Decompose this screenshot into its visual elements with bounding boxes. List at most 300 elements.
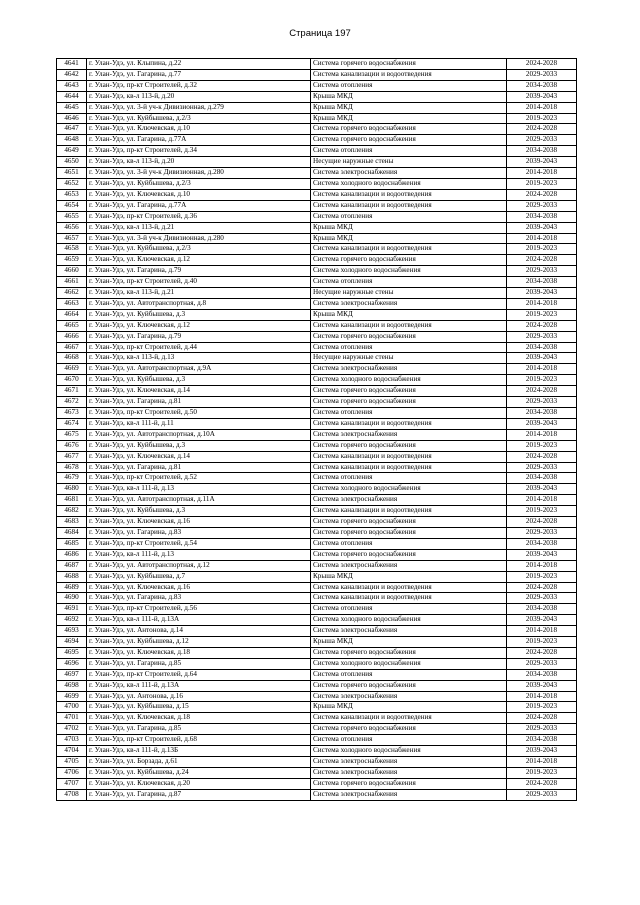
address-cell: г. Улан-Удэ, ул. Ключевская, д.14: [87, 451, 311, 462]
system-cell: Система канализации и водоотведения: [311, 462, 507, 473]
table-row: [57, 647, 577, 658]
system-cell: Система канализации и водоотведения: [311, 582, 507, 593]
system-cell: Система электроснабжения: [311, 168, 507, 179]
address-cell: г. Улан-Удэ, кв-л 111-й, д.13А: [87, 615, 311, 626]
period-cell: 2029-2033: [507, 724, 577, 735]
table-row: [57, 440, 577, 451]
row-number: 4696: [57, 658, 87, 669]
row-number: 4705: [57, 757, 87, 768]
table-row: [57, 408, 577, 419]
period-cell: 2019-2023: [507, 375, 577, 386]
row-number: 4670: [57, 375, 87, 386]
system-cell: Система электроснабжения: [311, 691, 507, 702]
address-cell: г. Улан-Удэ, ул. Куйбышева, д.24: [87, 767, 311, 778]
period-cell: 2024-2028: [507, 124, 577, 135]
row-number: 4643: [57, 80, 87, 91]
row-number: 4656: [57, 222, 87, 233]
row-number: 4679: [57, 473, 87, 484]
period-cell: 2034-2038: [507, 735, 577, 746]
address-cell: г. Улан-Удэ, ул. Куйбышева, д.2/3: [87, 113, 311, 124]
row-number: 4641: [57, 59, 87, 70]
table-row: [57, 713, 577, 724]
address-cell: г. Улан-Удэ, ул. Гагарина, д.77А: [87, 135, 311, 146]
table-row: [57, 680, 577, 691]
table-row: [57, 386, 577, 397]
table-row: [57, 178, 577, 189]
system-cell: Система отопления: [311, 211, 507, 222]
system-cell: Система электроснабжения: [311, 757, 507, 768]
address-cell: г. Улан-Удэ, ул. Куйбышева, д.2/3: [87, 244, 311, 255]
period-cell: 2034-2038: [507, 211, 577, 222]
period-cell: 2039-2043: [507, 746, 577, 757]
system-cell: Система канализации и водоотведения: [311, 189, 507, 200]
period-cell: 2029-2033: [507, 200, 577, 211]
period-cell: 2029-2033: [507, 266, 577, 277]
system-cell: Система горячего водоснабжения: [311, 440, 507, 451]
system-cell: Система горячего водоснабжения: [311, 724, 507, 735]
address-cell: г. Улан-Удэ, пр-кт Строителей, д.40: [87, 277, 311, 288]
address-cell: г. Улан-Удэ, кв-л 111-й, д.13: [87, 549, 311, 560]
system-cell: Система электроснабжения: [311, 560, 507, 571]
system-cell: Несущие наружные стены: [311, 353, 507, 364]
period-cell: 2014-2018: [507, 298, 577, 309]
row-number: 4694: [57, 637, 87, 648]
address-cell: г. Улан-Удэ, кв-л 113-й, д.13: [87, 353, 311, 364]
table-row: [57, 266, 577, 277]
address-cell: г. Улан-Удэ, ул. Ключевская, д.20: [87, 778, 311, 789]
system-cell: Система электроснабжения: [311, 298, 507, 309]
row-number: 4661: [57, 277, 87, 288]
address-cell: г. Улан-Удэ, ул. 3-й уч-к Дивизионная, д.280: [87, 233, 311, 244]
address-cell: г. Улан-Удэ, кв-л 113-й, д.20: [87, 157, 311, 168]
system-cell: Система канализации и водоотведения: [311, 713, 507, 724]
row-number: 4664: [57, 309, 87, 320]
table-row: [57, 135, 577, 146]
row-number: 4682: [57, 506, 87, 517]
address-cell: г. Улан-Удэ, ул. Автотранспортная, д.12: [87, 560, 311, 571]
address-cell: г. Улан-Удэ, ул. Клыпина, д.22: [87, 59, 311, 70]
period-cell: 2039-2043: [507, 418, 577, 429]
table-row: [57, 298, 577, 309]
row-number: 4658: [57, 244, 87, 255]
system-cell: Система отопления: [311, 80, 507, 91]
row-number: 4691: [57, 604, 87, 615]
address-cell: г. Улан-Удэ, пр-кт Строителей, д.36: [87, 211, 311, 222]
table-row: [57, 473, 577, 484]
row-number: 4700: [57, 702, 87, 713]
system-cell: Система горячего водоснабжения: [311, 647, 507, 658]
table-row: [57, 484, 577, 495]
address-cell: г. Улан-Удэ, ул. Ключевская, д.18: [87, 647, 311, 658]
table-row: [57, 669, 577, 680]
period-cell: 2034-2038: [507, 669, 577, 680]
address-cell: г. Улан-Удэ, ул. Ключевская, д.10: [87, 124, 311, 135]
row-number: 4676: [57, 440, 87, 451]
address-cell: г. Улан-Удэ, ул. Гагарина, д.79: [87, 266, 311, 277]
row-number: 4704: [57, 746, 87, 757]
row-number: 4685: [57, 538, 87, 549]
table-row: [57, 626, 577, 637]
period-cell: 2024-2028: [507, 386, 577, 397]
address-cell: г. Улан-Удэ, ул. Автотранспортная, д.8: [87, 298, 311, 309]
row-number: 4674: [57, 418, 87, 429]
row-number: 4687: [57, 560, 87, 571]
address-cell: г. Улан-Удэ, ул. Гагарина, д.81: [87, 397, 311, 408]
table-row: [57, 637, 577, 648]
table-row: [57, 375, 577, 386]
system-cell: Система канализации и водоотведения: [311, 451, 507, 462]
system-cell: Система отопления: [311, 735, 507, 746]
row-number: 4688: [57, 571, 87, 582]
period-cell: 2019-2023: [507, 637, 577, 648]
row-number: 4702: [57, 724, 87, 735]
row-number: 4671: [57, 386, 87, 397]
system-cell: Крыша МКД: [311, 233, 507, 244]
system-cell: Система холодного водоснабжения: [311, 746, 507, 757]
system-cell: Система отопления: [311, 669, 507, 680]
period-cell: 2034-2038: [507, 473, 577, 484]
row-number: 4695: [57, 647, 87, 658]
address-cell: г. Улан-Удэ, ул. 3-й уч-к Дивизионная, д.279: [87, 102, 311, 113]
period-cell: 2029-2033: [507, 135, 577, 146]
period-cell: 2019-2023: [507, 702, 577, 713]
period-cell: 2034-2038: [507, 604, 577, 615]
table-row: [57, 593, 577, 604]
system-cell: Система горячего водоснабжения: [311, 549, 507, 560]
period-cell: 2014-2018: [507, 495, 577, 506]
row-number: 4651: [57, 168, 87, 179]
address-cell: г. Улан-Удэ, кв-л 111-й, д.13А: [87, 680, 311, 691]
period-cell: 2029-2033: [507, 397, 577, 408]
system-cell: Система канализации и водоотведения: [311, 200, 507, 211]
table-row: [57, 517, 577, 528]
address-cell: г. Улан-Удэ, ул. Ключевская, д.12: [87, 320, 311, 331]
row-number: 4665: [57, 320, 87, 331]
system-cell: Система электроснабжения: [311, 495, 507, 506]
address-cell: г. Улан-Удэ, кв-л 111-й, д.13: [87, 484, 311, 495]
table-row: [57, 288, 577, 299]
period-cell: 2034-2038: [507, 408, 577, 419]
period-cell: 2024-2028: [507, 320, 577, 331]
address-cell: г. Улан-Удэ, ул. Автотранспортная, д.11А: [87, 495, 311, 506]
table-row: [57, 69, 577, 80]
row-number: 4708: [57, 789, 87, 800]
period-cell: 2024-2028: [507, 713, 577, 724]
period-cell: 2039-2043: [507, 353, 577, 364]
row-number: 4683: [57, 517, 87, 528]
system-cell: Система горячего водоснабжения: [311, 386, 507, 397]
system-cell: Крыша МКД: [311, 637, 507, 648]
period-cell: 2019-2023: [507, 113, 577, 124]
system-cell: Система холодного водоснабжения: [311, 615, 507, 626]
system-cell: Система холодного водоснабжения: [311, 266, 507, 277]
system-cell: Несущие наружные стены: [311, 157, 507, 168]
period-cell: 2024-2028: [507, 517, 577, 528]
address-cell: г. Улан-Удэ, ул. Куйбышева, д.12: [87, 637, 311, 648]
table-row: [57, 277, 577, 288]
row-number: 4653: [57, 189, 87, 200]
row-number: 4657: [57, 233, 87, 244]
row-number: 4684: [57, 527, 87, 538]
system-cell: Система горячего водоснабжения: [311, 680, 507, 691]
address-cell: г. Улан-Удэ, пр-кт Строителей, д.56: [87, 604, 311, 615]
row-number: 4697: [57, 669, 87, 680]
system-cell: Система холодного водоснабжения: [311, 484, 507, 495]
row-number: 4668: [57, 353, 87, 364]
row-number: 4646: [57, 113, 87, 124]
period-cell: 2024-2028: [507, 647, 577, 658]
address-cell: г. Улан-Удэ, ул. Гагарина, д.83: [87, 593, 311, 604]
row-number: 4648: [57, 135, 87, 146]
address-cell: г. Улан-Удэ, кв-л 111-й, д.13Б: [87, 746, 311, 757]
address-cell: г. Улан-Удэ, пр-кт Строителей, д.50: [87, 408, 311, 419]
address-cell: г. Улан-Удэ, ул. Гагарина, д.85: [87, 724, 311, 735]
address-cell: г. Улан-Удэ, ул. Ключевская, д.14: [87, 386, 311, 397]
address-cell: г. Улан-Удэ, ул. Куйбышева, д.2/3: [87, 178, 311, 189]
table-row: [57, 353, 577, 364]
system-cell: Система канализации и водоотведения: [311, 244, 507, 255]
address-cell: г. Улан-Удэ, ул. Куйбышева, д.15: [87, 702, 311, 713]
address-cell: г. Улан-Удэ, ул. Антонова, д.14: [87, 626, 311, 637]
period-cell: 2019-2023: [507, 506, 577, 517]
address-cell: г. Улан-Удэ, ул. Ключевская, д.12: [87, 255, 311, 266]
period-cell: 2024-2028: [507, 59, 577, 70]
system-cell: Система канализации и водоотведения: [311, 593, 507, 604]
address-cell: г. Улан-Удэ, ул. Гагарина, д.77А: [87, 200, 311, 211]
address-cell: г. Улан-Удэ, ул. Автотранспортная, д.10А: [87, 429, 311, 440]
page-title: Страница 197: [289, 28, 351, 39]
table-row: [57, 320, 577, 331]
row-number: 4650: [57, 157, 87, 168]
registry-table: [56, 58, 577, 801]
system-cell: Система электроснабжения: [311, 364, 507, 375]
period-cell: 2029-2033: [507, 527, 577, 538]
table-row: [57, 80, 577, 91]
table-row: [57, 102, 577, 113]
address-cell: г. Улан-Удэ, ул. Куйбышева, д.3: [87, 506, 311, 517]
row-number: 4672: [57, 397, 87, 408]
address-cell: г. Улан-Удэ, ул. Ключевская, д.16: [87, 582, 311, 593]
address-cell: г. Улан-Удэ, пр-кт Строителей, д.34: [87, 146, 311, 157]
table-row: [57, 309, 577, 320]
address-cell: г. Улан-Удэ, ул. Борзада, д.61: [87, 757, 311, 768]
period-cell: 2019-2023: [507, 244, 577, 255]
address-cell: г. Улан-Удэ, кв-л 113-й, д.21: [87, 222, 311, 233]
table-row: [57, 746, 577, 757]
table-row: [57, 724, 577, 735]
table-row: [57, 767, 577, 778]
address-cell: г. Улан-Удэ, ул. Ключевская, д.18: [87, 713, 311, 724]
period-cell: 2014-2018: [507, 691, 577, 702]
table-row: [57, 691, 577, 702]
row-number: 4699: [57, 691, 87, 702]
table-row: [57, 418, 577, 429]
row-number: 4701: [57, 713, 87, 724]
period-cell: 2019-2023: [507, 571, 577, 582]
period-cell: 2039-2043: [507, 680, 577, 691]
table-row: [57, 168, 577, 179]
period-cell: 2029-2033: [507, 331, 577, 342]
table-row: [57, 397, 577, 408]
system-cell: Крыша МКД: [311, 309, 507, 320]
period-cell: 2014-2018: [507, 102, 577, 113]
address-cell: г. Улан-Удэ, ул. Гагарина, д.85: [87, 658, 311, 669]
address-cell: г. Улан-Удэ, пр-кт Строителей, д.54: [87, 538, 311, 549]
system-cell: Система горячего водоснабжения: [311, 778, 507, 789]
system-cell: Несущие наружные стены: [311, 288, 507, 299]
system-cell: Система электроснабжения: [311, 429, 507, 440]
row-number: 4693: [57, 626, 87, 637]
address-cell: г. Улан-Удэ, пр-кт Строителей, д.52: [87, 473, 311, 484]
row-number: 4681: [57, 495, 87, 506]
system-cell: Система канализации и водоотведения: [311, 418, 507, 429]
system-cell: Система отопления: [311, 408, 507, 419]
period-cell: 2034-2038: [507, 277, 577, 288]
period-cell: 2039-2043: [507, 157, 577, 168]
period-cell: 2019-2023: [507, 178, 577, 189]
period-cell: 2014-2018: [507, 626, 577, 637]
row-number: 4659: [57, 255, 87, 266]
address-cell: г. Улан-Удэ, ул. Гагарина, д.81: [87, 462, 311, 473]
address-cell: г. Улан-Удэ, пр-кт Строителей, д.44: [87, 342, 311, 353]
table-row: [57, 615, 577, 626]
period-cell: 2019-2023: [507, 309, 577, 320]
address-cell: г. Улан-Удэ, ул. Куйбышева, д.7: [87, 571, 311, 582]
period-cell: 2034-2038: [507, 342, 577, 353]
period-cell: 2014-2018: [507, 560, 577, 571]
system-cell: Крыша МКД: [311, 102, 507, 113]
row-number: 4662: [57, 288, 87, 299]
table-row: [57, 146, 577, 157]
period-cell: 2014-2018: [507, 168, 577, 179]
row-number: 4642: [57, 69, 87, 80]
address-cell: г. Улан-Удэ, ул. Куйбышева, д.3: [87, 375, 311, 386]
address-cell: г. Улан-Удэ, ул. Гагарина, д.79: [87, 331, 311, 342]
system-cell: Система горячего водоснабжения: [311, 331, 507, 342]
period-cell: 2039-2043: [507, 549, 577, 560]
period-cell: 2029-2033: [507, 462, 577, 473]
table-row: [57, 571, 577, 582]
system-cell: Система канализации и водоотведения: [311, 69, 507, 80]
table-row: [57, 789, 577, 800]
period-cell: 2024-2028: [507, 582, 577, 593]
table-row: [57, 429, 577, 440]
table-row: [57, 200, 577, 211]
address-cell: г. Улан-Удэ, кв-л 111-й, д.11: [87, 418, 311, 429]
period-cell: 2014-2018: [507, 233, 577, 244]
period-cell: 2029-2033: [507, 789, 577, 800]
address-cell: г. Улан-Удэ, пр-кт Строителей, д.32: [87, 80, 311, 91]
table-row: [57, 506, 577, 517]
row-number: 4673: [57, 408, 87, 419]
row-number: 4652: [57, 178, 87, 189]
row-number: 4654: [57, 200, 87, 211]
row-number: 4686: [57, 549, 87, 560]
period-cell: 2034-2038: [507, 146, 577, 157]
period-cell: 2019-2023: [507, 767, 577, 778]
row-number: 4707: [57, 778, 87, 789]
table-row: [57, 702, 577, 713]
table-row: [57, 222, 577, 233]
system-cell: Система горячего водоснабжения: [311, 527, 507, 538]
address-cell: г. Улан-Удэ, пр-кт Строителей, д.68: [87, 735, 311, 746]
table-row: [57, 735, 577, 746]
table-row: [57, 124, 577, 135]
row-number: 4667: [57, 342, 87, 353]
row-number: 4647: [57, 124, 87, 135]
table-row: [57, 233, 577, 244]
system-cell: Система горячего водоснабжения: [311, 517, 507, 528]
table-row: [57, 157, 577, 168]
registry-rows: [57, 59, 577, 801]
table-row: [57, 538, 577, 549]
table-row: [57, 113, 577, 124]
address-cell: г. Улан-Удэ, ул. Куйбышева, д.3: [87, 309, 311, 320]
address-cell: г. Улан-Удэ, ул. Ключевская, д.16: [87, 517, 311, 528]
system-cell: Система отопления: [311, 473, 507, 484]
table-row: [57, 604, 577, 615]
table-row: [57, 495, 577, 506]
system-cell: Крыша МКД: [311, 702, 507, 713]
system-cell: Система канализации и водоотведения: [311, 506, 507, 517]
row-number: 4669: [57, 364, 87, 375]
period-cell: 2024-2028: [507, 778, 577, 789]
row-number: 4703: [57, 735, 87, 746]
system-cell: Система горячего водоснабжения: [311, 124, 507, 135]
row-number: 4644: [57, 91, 87, 102]
period-cell: 2029-2033: [507, 69, 577, 80]
system-cell: Система отопления: [311, 146, 507, 157]
row-number: 4675: [57, 429, 87, 440]
row-number: 4645: [57, 102, 87, 113]
system-cell: Крыша МКД: [311, 571, 507, 582]
row-number: 4692: [57, 615, 87, 626]
table-row: [57, 527, 577, 538]
system-cell: Система холодного водоснабжения: [311, 375, 507, 386]
address-cell: г. Улан-Удэ, ул. Гагарина, д.77: [87, 69, 311, 80]
table-row: [57, 549, 577, 560]
row-number: 4689: [57, 582, 87, 593]
address-cell: г. Улан-Удэ, пр-кт Строителей, д.64: [87, 669, 311, 680]
system-cell: Система горячего водоснабжения: [311, 255, 507, 266]
period-cell: 2024-2028: [507, 189, 577, 200]
system-cell: Крыша МКД: [311, 222, 507, 233]
address-cell: г. Улан-Удэ, ул. Гагарина, д.87: [87, 789, 311, 800]
system-cell: Система электроснабжения: [311, 626, 507, 637]
period-cell: 2014-2018: [507, 429, 577, 440]
period-cell: 2039-2043: [507, 222, 577, 233]
period-cell: 2039-2043: [507, 91, 577, 102]
table-row: [57, 342, 577, 353]
address-cell: г. Улан-Удэ, ул. Ключевская, д.10: [87, 189, 311, 200]
table-row: [57, 189, 577, 200]
table-row: [57, 658, 577, 669]
system-cell: Крыша МКД: [311, 113, 507, 124]
table-row: [57, 364, 577, 375]
period-cell: 2019-2023: [507, 440, 577, 451]
period-cell: 2029-2033: [507, 658, 577, 669]
table-row: [57, 244, 577, 255]
system-cell: Крыша МКД: [311, 91, 507, 102]
system-cell: Система отопления: [311, 277, 507, 288]
table-row: [57, 451, 577, 462]
row-number: 4678: [57, 462, 87, 473]
row-number: 4706: [57, 767, 87, 778]
address-cell: г. Улан-Удэ, ул. Антонова, д.16: [87, 691, 311, 702]
table-row: [57, 211, 577, 222]
table-row: [57, 91, 577, 102]
address-cell: г. Улан-Удэ, ул. Гагарина, д.83: [87, 527, 311, 538]
